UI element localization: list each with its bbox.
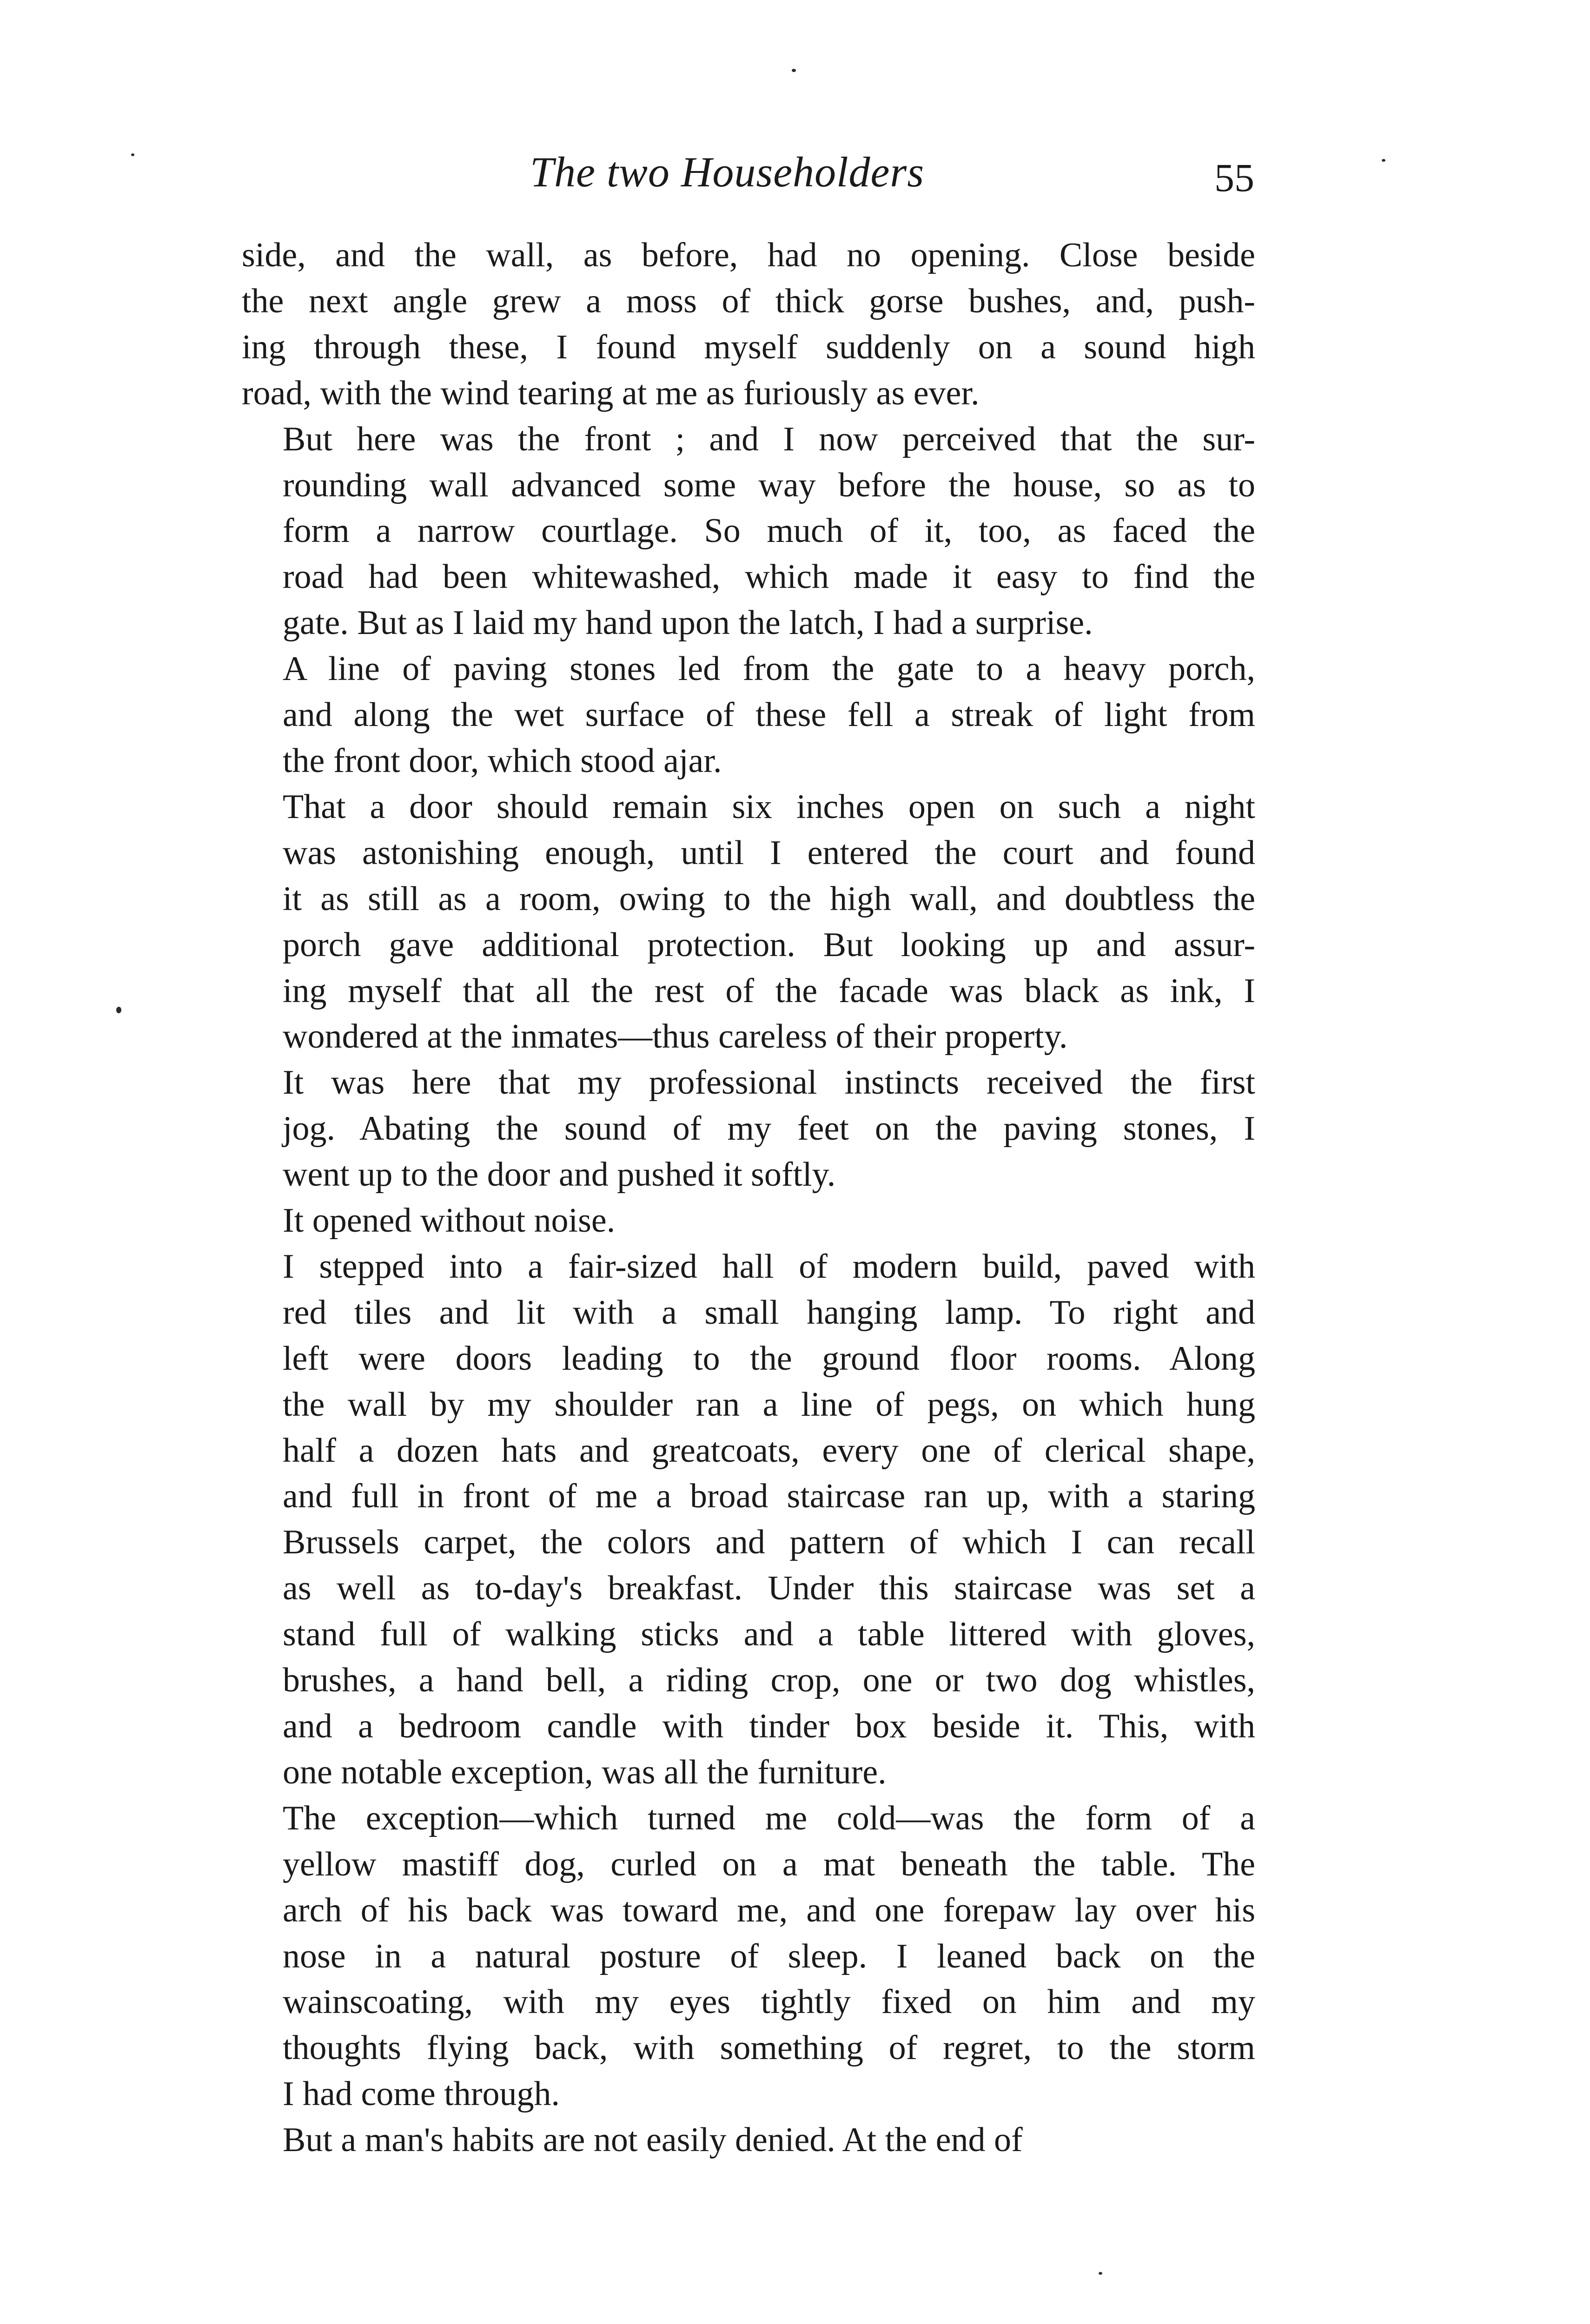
paragraph	[242, 1796, 1255, 2117]
running-head	[242, 144, 1265, 209]
print-speck	[131, 153, 134, 156]
text-line: as well as to-day's breakfast. Under this staircase was set a	[283, 1569, 1255, 1608]
text-line: porch gave additional protection. But looking up and assur-	[283, 925, 1255, 964]
print-speck	[116, 1007, 121, 1013]
text-line: side, and the wall, as before, had no opening. Close beside	[242, 236, 1255, 274]
text-line: It opened without noise.	[283, 1202, 616, 1240]
body-text	[242, 232, 1255, 2163]
text-line: wondered at the inmates—thus careless of their property.	[283, 1017, 1068, 1056]
paragraph	[242, 2117, 1255, 2163]
text-line: the next angle grew a moss of thick gorse bushes, and, push-	[242, 282, 1255, 320]
text-line: stand full of walking sticks and a table littered with gloves,	[283, 1615, 1255, 1654]
text-line: ing through these, I found myself suddenly on a sound high	[242, 328, 1255, 366]
paragraph	[242, 1060, 1255, 1198]
text-line: and a bedroom candle with tinder box beside it. This, with	[283, 1707, 1255, 1745]
text-line: half a dozen hats and greatcoats, every one of clerical shape,	[283, 1431, 1255, 1470]
text-line: But here was the front ; and I now perceived that the sur-	[283, 420, 1255, 458]
text-line: yellow mastiff dog, curled on a mat beneath the table. The	[283, 1845, 1255, 1883]
text-line: It was here that my professional instincts received the first	[283, 1063, 1255, 1102]
text-line: road had been whitewashed, which made it easy to find the	[283, 558, 1255, 596]
paragraph	[242, 1198, 1255, 1244]
text-line: A line of paving stones led from the gate to a heavy porch,	[283, 650, 1255, 688]
running-title: The two Householders	[530, 148, 924, 196]
text-line: and full in front of me a broad staircase ran up, with a staring	[283, 1477, 1255, 1516]
paragraph	[242, 416, 1255, 647]
text-line: nose in a natural posture of sleep. I leaned back on the	[283, 1937, 1255, 1975]
text-line: The exception—which turned me cold—was the form of a	[283, 1799, 1255, 1837]
text-line: and along the wet surface of these fell a streak of light from	[283, 696, 1255, 734]
paragraph	[242, 784, 1255, 1060]
text-line: arch of his back was toward me, and one forepaw lay over his	[283, 1891, 1255, 1929]
paragraph	[242, 1244, 1255, 1796]
text-line: I stepped into a fair-sized hall of modern build, paved with	[283, 1247, 1255, 1286]
text-line: gate. But as I laid my hand upon the latch, I had a surprise.	[283, 604, 1093, 642]
text-line: red tiles and lit with a small hanging lamp. To right and	[283, 1293, 1255, 1332]
text-line: But a man's habits are not easily denied. At the end of	[283, 2121, 1023, 2159]
print-speck	[1099, 2272, 1102, 2275]
text-line: rounding wall advanced some way before the house, so as to	[283, 466, 1255, 504]
text-line: brushes, a hand bell, a riding crop, one or two dog whistles,	[283, 1661, 1255, 1700]
text-line: one notable exception, was all the furniture.	[283, 1753, 887, 1791]
text-line: jog. Abating the sound of my feet on the paving stones, I	[283, 1109, 1255, 1148]
page-number: 55	[1214, 155, 1254, 200]
print-speck	[1382, 159, 1385, 162]
text-line: form a narrow courtlage. So much of it, too, as faced the	[283, 512, 1255, 550]
text-line: wainscoating, with my eyes tightly fixed on him and my	[283, 1983, 1255, 2021]
text-line: the wall by my shoulder ran a line of pegs, on which hung	[283, 1385, 1255, 1424]
text-line: was astonishing enough, until I entered the court and found	[283, 833, 1255, 872]
text-line: went up to the door and pushed it softly.	[283, 1155, 836, 1194]
text-line: road, with the wind tearing at me as furiously as ever.	[242, 374, 980, 412]
text-line: That a door should remain six inches open on such a night	[283, 787, 1255, 826]
text-line: thoughts flying back, with something of regret, to the storm	[283, 2029, 1255, 2067]
text-line: the front door, which stood ajar.	[283, 741, 722, 780]
text-line: it as still as a room, owing to the high wall, and doubtless the	[283, 879, 1255, 918]
text-line: left were doors leading to the ground floor rooms. Along	[283, 1339, 1255, 1378]
text-line: I had come through.	[283, 2075, 560, 2113]
print-speck	[792, 69, 796, 72]
text-line: Brussels carpet, the colors and pattern of which I can recall	[283, 1523, 1255, 1562]
paragraph	[242, 646, 1255, 784]
text-line: ing myself that all the rest of the facade was black as ink, I	[283, 971, 1255, 1010]
paragraph	[242, 232, 1255, 416]
